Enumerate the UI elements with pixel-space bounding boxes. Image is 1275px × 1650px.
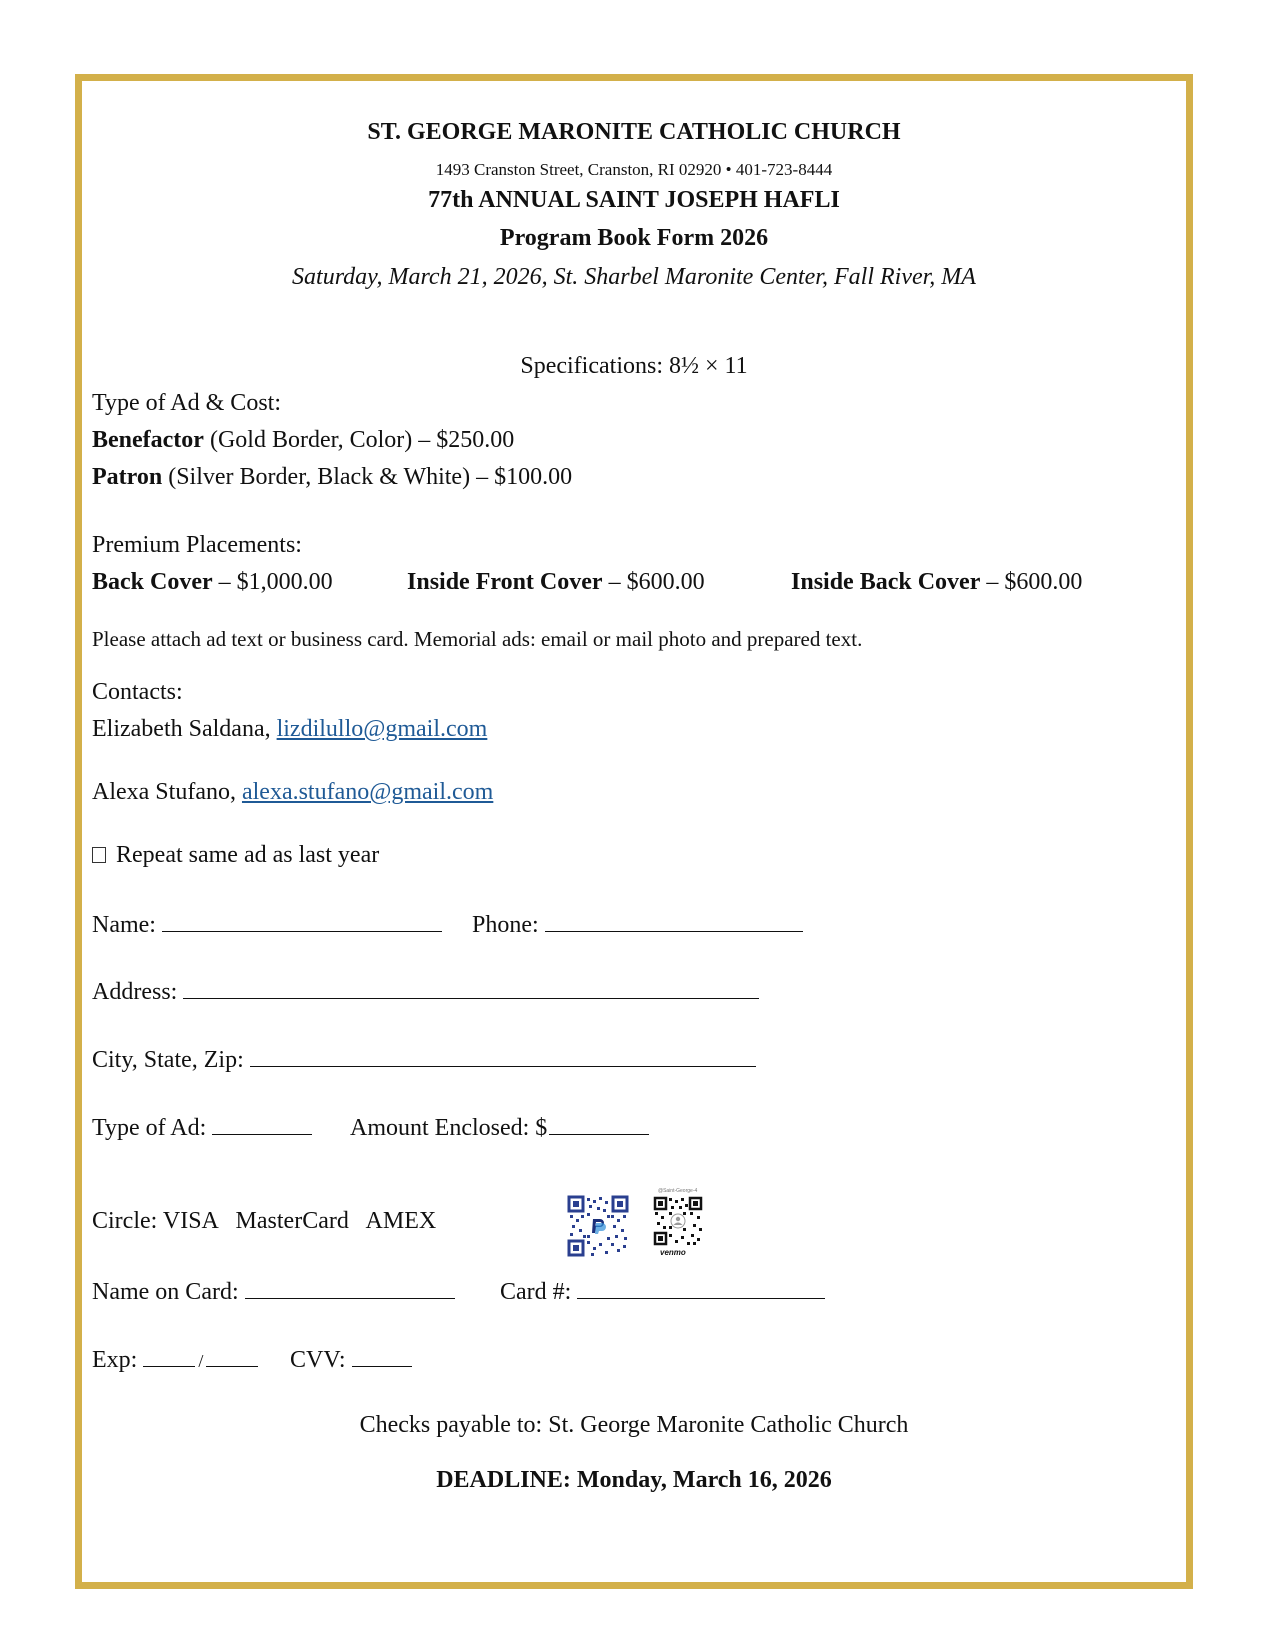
card-number-input-line[interactable] (577, 1276, 825, 1299)
premium-price: – $600.00 (602, 569, 705, 595)
card-type-circle[interactable]: Circle: VISA MasterCard AMEX (92, 1208, 437, 1234)
premium-back-cover (92, 569, 333, 597)
venmo-label: venmo (660, 1248, 686, 1257)
premium-name: Inside Front Cover (407, 569, 603, 595)
type-of-ad-input-line[interactable] (212, 1112, 312, 1135)
deadline: DEADLINE: Monday, March 16, 2026 (436, 1467, 832, 1493)
name-on-card-label: Name on Card: (92, 1279, 239, 1305)
event-title: 77th ANNUAL SAINT JOSEPH HAFLI (428, 187, 840, 213)
contact-email-link[interactable]: alexa.stufano@gmail.com (241, 779, 494, 805)
card-number-field-row (500, 1276, 825, 1307)
phone-field-row (472, 909, 803, 940)
church-address: 1493 Cranston Street, Cranston, RI 02920 • 401-723-8444 (435, 160, 833, 179)
ad-type-benefactor (92, 427, 514, 455)
premium-price: – $600.00 (980, 569, 1083, 595)
amount-enclosed-label: Amount Enclosed: $ (350, 1115, 548, 1141)
contact-email-link[interactable]: lizdilullo@gmail.com (276, 716, 488, 742)
exp-month-input-line[interactable] (143, 1344, 195, 1367)
city-state-zip-field-row (92, 1044, 756, 1075)
address-label: Address: (92, 979, 178, 1005)
cvv-label: CVV: (290, 1347, 346, 1373)
ad-type-patron (92, 464, 572, 492)
name-input-line[interactable] (162, 909, 442, 932)
amount-enclosed-input-line[interactable] (549, 1112, 649, 1135)
name-field-row (92, 909, 442, 940)
ad-types-heading: Type of Ad & Cost: (92, 390, 281, 416)
address-input-line[interactable] (183, 976, 759, 999)
venmo-qr-graphic (653, 1196, 703, 1246)
premium-inside-back-cover (791, 569, 1082, 597)
church-name: ST. GEORGE MARONITE CATHOLIC CHURCH (367, 119, 901, 145)
address-field-row (92, 976, 759, 1007)
phone-label: Phone: (472, 912, 539, 938)
name-on-card-field-row (92, 1276, 455, 1307)
premium-price: – $1,000.00 (212, 569, 333, 595)
form-title: Program Book Form 2026 (499, 225, 769, 251)
contact-name: Elizabeth Saldana, (92, 716, 277, 742)
checks-payable: Checks payable to: St. George Maronite Catholic Church (359, 1412, 909, 1438)
venmo-qr-card[interactable] (648, 1186, 710, 1262)
ad-type-name: Benefactor (92, 427, 204, 453)
cvv-input-line[interactable] (352, 1344, 412, 1367)
ad-type-detail: (Gold Border, Color) – $250.00 (203, 427, 515, 453)
ad-type-detail: (Silver Border, Black & White) – $100.00 (162, 464, 573, 490)
exp-label: Exp: (92, 1347, 138, 1373)
contacts-heading: Contacts: (92, 679, 183, 705)
premium-inside-front-cover (407, 569, 705, 597)
name-on-card-input-line[interactable] (245, 1276, 455, 1299)
repeat-ad-checkbox[interactable] (92, 847, 106, 863)
city-state-zip-input-line[interactable] (250, 1044, 756, 1067)
contact-elizabeth (92, 716, 487, 744)
exp-field-row (92, 1344, 258, 1375)
repeat-ad-label: Repeat same ad as last year (116, 842, 380, 868)
cvv-field-row (290, 1344, 412, 1375)
ad-type-name: Patron (92, 464, 163, 490)
paypal-qr-code[interactable] (567, 1195, 629, 1257)
name-label: Name: (92, 912, 156, 938)
premium-heading: Premium Placements: (92, 532, 302, 558)
type-of-ad-field-row (92, 1112, 312, 1143)
paypal-qr-graphic (567, 1195, 629, 1257)
contact-name: Alexa Stufano, (92, 779, 242, 805)
phone-input-line[interactable] (545, 909, 803, 932)
contact-alexa (92, 779, 493, 807)
repeat-ad-option[interactable] (92, 842, 379, 870)
premium-name: Back Cover (92, 569, 213, 595)
specifications: Specifications: 8½ × 11 (520, 353, 748, 379)
venmo-handle: @Saint-George-4 (658, 1188, 698, 1194)
exp-year-input-line[interactable] (206, 1344, 258, 1367)
amount-enclosed-field-row (350, 1112, 649, 1143)
city-state-zip-label: City, State, Zip: (92, 1047, 244, 1073)
exp-separator: / (198, 1351, 204, 1371)
card-number-label: Card #: (500, 1279, 572, 1305)
attach-note: Please attach ad text or business card. Memorial ads: email or mail photo and prepared text. (92, 627, 863, 651)
premium-name: Inside Back Cover (791, 569, 981, 595)
event-details: Saturday, March 21, 2026, St. Sharbel Maronite Center, Fall River, MA (292, 264, 976, 290)
type-of-ad-label: Type of Ad: (92, 1115, 207, 1141)
